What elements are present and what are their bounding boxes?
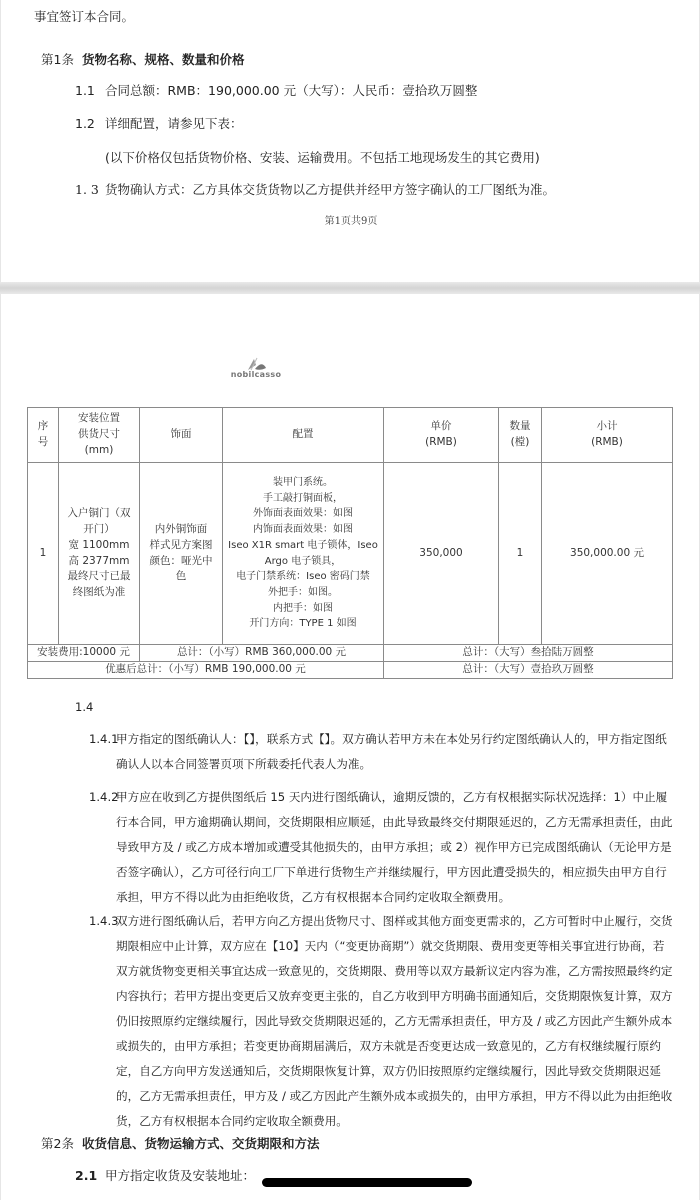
table-row	[28, 463, 673, 645]
cell-line: 开门方向：TYPE 1 如图	[249, 618, 357, 630]
clause-1-4-2	[89, 785, 674, 910]
document-page-2	[0, 294, 700, 1200]
cell-line: 入户铜门（双	[67, 507, 131, 520]
cell-line: 手工敲打铜面板，	[263, 492, 343, 504]
item-1-2	[75, 114, 243, 132]
cell-line: 电子门禁系统：Iseo 密码门禁	[236, 571, 370, 583]
cell-location	[59, 463, 140, 645]
install-fee-cell: 安装费用:10000 元	[28, 645, 140, 662]
cell-line: 最终尺寸已最	[67, 570, 131, 583]
item-text: 详细配置，请参见下表：	[105, 116, 243, 131]
cell-line: 外把手：如图。	[268, 586, 338, 598]
item-text: 合同总额：RMB：190,000.00 元（大写）：人民币：壹拾玖万圆整	[105, 83, 478, 98]
article-1-heading	[41, 50, 244, 68]
header-index	[28, 408, 59, 463]
header-line: (RMB)	[425, 436, 457, 448]
cell-line: 色	[175, 570, 187, 583]
item-1-3	[75, 180, 555, 198]
total-row	[28, 645, 673, 662]
cell-line: 内外铜饰面	[154, 523, 208, 536]
page-separator	[0, 282, 700, 294]
cell-line: 高 2377mm	[68, 554, 130, 567]
product-spec-table	[27, 407, 673, 679]
header-unit-price	[384, 408, 499, 463]
header-line: 安装位置	[78, 412, 120, 425]
item-number: 1.2	[75, 116, 95, 131]
price-note: (以下价格仅包括货物价格、安装、运输费用。不包括工地现场发生的其它费用)	[105, 150, 540, 165]
company-logo	[226, 356, 286, 388]
clause-text: 甲方指定的图纸确认人：【】，联系方式【】。双方确认若甲方未在本处另行约定图纸确认人的，甲方指定图纸确认人以本合同签署页项下所载委托代表人为准。	[116, 732, 667, 771]
cell-line: 颜色：哑光中	[149, 554, 213, 567]
cell-subtotal: 350,000.00 元	[542, 463, 673, 645]
article-2-heading	[41, 1134, 319, 1152]
cell-quantity: 1	[499, 463, 542, 645]
discount-big-cell: 总计：（大写）壹拾玖万圆整	[384, 662, 673, 679]
document-page-1	[0, 0, 700, 282]
header-line: 号	[37, 436, 49, 448]
cell-line: 装甲门系统。	[273, 476, 333, 488]
cell-line: Iseo X1R smart 电子锁体，Iseo	[228, 539, 378, 551]
article-2-title: 收货信息、货物运输方式、交货期限和方法	[81, 1136, 320, 1151]
cell-finish	[140, 463, 223, 645]
article-1-number: 第1条	[41, 52, 74, 67]
item-number: 2.1	[75, 1168, 98, 1183]
clause-text: 甲方应在收到乙方提供图纸后 15 天内进行图纸确认，逾期反馈的，乙方有权根据实际状况选择：1）中止履行本合同，甲方逾期确认期间，交货期限相应顺延，由此导致最终交付期限延迟的，乙方无需承担责任，由此导致甲方及 / 或乙方成本增加或遭受其他损失的，由甲方承担；或 2）视作甲方已完成图纸确认（无论甲方是否签字确认），乙方可径行向工厂下单进行货物生产并继续履行，甲方因此遭受损失的，相应损失由甲方自行承担，甲方不得以此为由拒绝收货，乙方有权根据本合同约定收取全额费用。	[116, 790, 673, 904]
item-number: 1. 3	[75, 182, 99, 197]
header-config: 配置	[223, 408, 384, 463]
clause-1-4-3	[89, 909, 674, 1134]
cell-line: Argo 电子锁具，	[264, 555, 342, 567]
cell-line: 内饰面表面效果：如图	[253, 524, 353, 536]
item-number: 1.1	[75, 83, 95, 98]
header-line: 小计	[596, 420, 618, 433]
discount-small-cell: 优惠后总计：（小写）RMB 190,000.00 元	[28, 662, 384, 679]
header-line: 数量	[509, 420, 531, 433]
header-location	[59, 408, 140, 463]
header-subtotal	[542, 408, 673, 463]
item-2-1	[75, 1166, 255, 1184]
cell-line: 开门）	[83, 523, 115, 536]
clause-number: 1.4.3	[89, 914, 119, 928]
clause-text: 双方进行图纸确认后，若甲方向乙方提出货物尺寸、图样或其他方面变更需求的，乙方可暂时中止履行，交货期限相应中止计算，双方应在【10】天内（“变更协商期”）就交货期限、费用变更等相关事宜进行协商，若双方就货物变更相关事宜达成一致意见的，交货期限、费用等以双方最新议定内容为准，乙方需按照最终约定内容执行；若甲方提出变更后又放弃变更主张的，自乙方收到甲方明确书面通知后，交货期限恢复计算，双方仍旧按照原约定继续履行，因此导致交货期限迟延的，乙方无需承担责任，甲方及 / 或乙方因此产生额外成本或损失的，由甲方承担；若变更协商期届满后，双方未就是否变更达成一致意见的，乙方有权继续履行原约定，自乙方向甲方发送通知后，交货期限恢复计算，双方仍旧按照原约定继续履行，因此导致交货期限迟延的，乙方无需承担责任，甲方及 / 或乙方因此产生额外成本或损失的，由甲方承担，甲方不得以此为由拒绝收货，乙方有权根据本合同约定收取全额费用。	[116, 914, 673, 1128]
article-2-number: 第2条	[41, 1136, 74, 1151]
page-footer: 第1页共9页	[324, 216, 378, 227]
logo-wordmark: nobilcasso	[230, 370, 282, 379]
header-line: (RMB)	[591, 436, 623, 448]
cell-config	[223, 463, 384, 645]
cell-line: 外饰面表面效果：如图	[253, 508, 353, 520]
cell-line: 样式见方案图	[149, 538, 213, 551]
cell-unit-price: 350,000	[384, 463, 499, 645]
clause-number: 1.4.1	[89, 732, 119, 746]
header-quantity	[499, 408, 542, 463]
clause-1-4-1	[89, 727, 674, 777]
header-line: 单价	[430, 420, 452, 433]
header-line: 序	[37, 420, 49, 433]
cell-line: 宽 1100mm	[68, 538, 130, 551]
total-big-cell: 总计：（大写）叁拾陆万圆整	[384, 645, 673, 662]
item-text: 甲方指定收货及安装地址：	[105, 1168, 256, 1183]
redaction-bar	[262, 1178, 472, 1187]
total-small-cell: 总计：（小写）RMB 360,000.00 元	[140, 645, 384, 662]
table-header-row	[28, 408, 673, 463]
cell-line: 终图纸为准	[72, 585, 126, 598]
intro-tail-text: 事宜签订本合同。	[34, 9, 135, 24]
cell-index: 1	[28, 463, 59, 645]
header-line: (樘)	[510, 436, 530, 448]
clause-number: 1.4.2	[89, 790, 119, 804]
section-1-4-label: 1.4	[75, 700, 94, 714]
header-line: 供货尺寸	[78, 428, 120, 441]
article-1-title: 货物名称、规格、数量和价格	[81, 52, 245, 67]
header-finish: 饰面	[140, 408, 223, 463]
item-1-1	[75, 81, 477, 99]
header-line: (mm)	[84, 443, 114, 456]
discount-total-row	[28, 662, 673, 679]
item-text: 货物确认方式：乙方具体交货货物以乙方提供并经甲方签字确认的工厂图纸为准。	[105, 182, 556, 197]
cell-line: 内把手：如图	[273, 602, 333, 614]
